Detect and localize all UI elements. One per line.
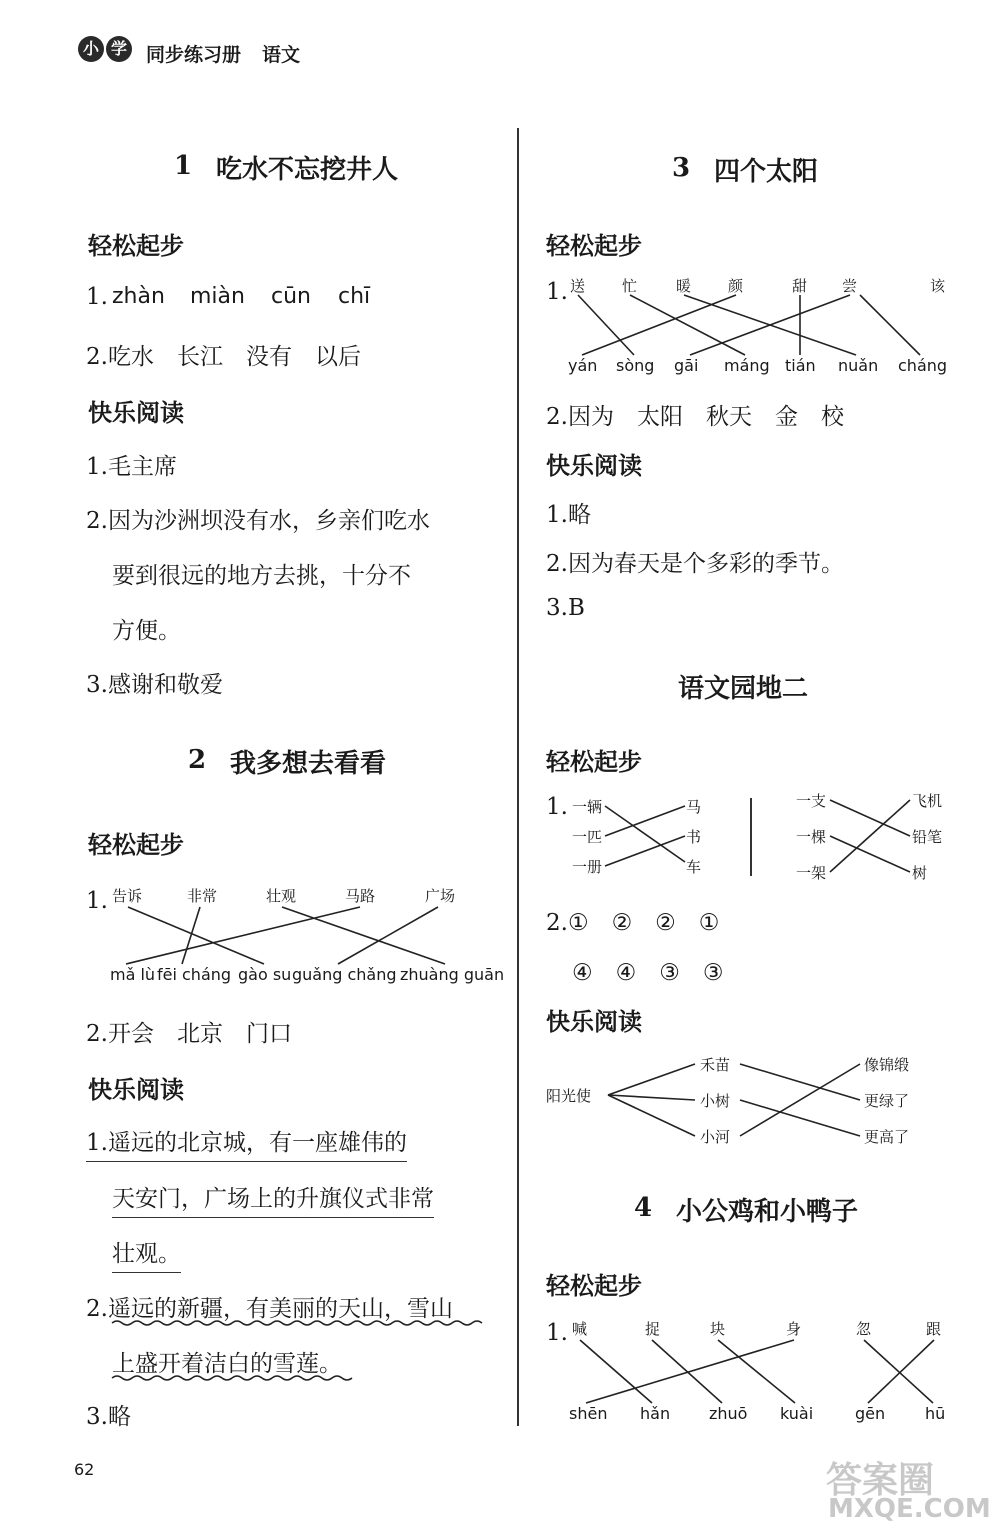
match-yizhi-qianbi bbox=[830, 800, 910, 836]
pinyin-cun: cūn bbox=[271, 284, 311, 309]
noun-feiji: 飞机 bbox=[912, 792, 943, 810]
match-yiliang-che bbox=[605, 806, 685, 862]
measure-yizhi: 一支 bbox=[796, 792, 827, 810]
noun-che: 车 bbox=[686, 858, 702, 876]
lesson2-q1-label: 1. bbox=[86, 888, 108, 914]
lesson3-q2: 2.因为 太阳 秋天 金 校 bbox=[546, 404, 844, 430]
branch-hemiao bbox=[608, 1064, 695, 1095]
lesson4-section-easy: 轻松起步 bbox=[546, 1272, 642, 1300]
lesson1-r1: 1.毛主席 bbox=[86, 454, 177, 480]
book-title: 同步练习册 bbox=[146, 44, 242, 66]
char-chang: 尝 bbox=[842, 277, 858, 295]
lesson1-section-reading: 快乐阅读 bbox=[88, 399, 184, 427]
word-zhuangguan: 壮观 bbox=[266, 887, 297, 905]
pinyin-chi: chī bbox=[338, 284, 371, 309]
lesson1-r3: 3.感谢和敬爱 bbox=[86, 672, 223, 698]
lesson2-r2-line1: 2.遥远的新疆，有美丽的天山，雪山 bbox=[86, 1296, 453, 1322]
pinyin-zhan: zhàn bbox=[112, 284, 165, 309]
pinyin-mian: miàn bbox=[190, 284, 245, 309]
match-gen bbox=[868, 1340, 934, 1403]
measure-yipi: 一匹 bbox=[572, 828, 603, 846]
pinyin-zhuangguan: zhuàng guān bbox=[400, 965, 505, 984]
phrase-genglvle: 更绿了 bbox=[864, 1092, 910, 1110]
char-gen: 跟 bbox=[926, 1320, 942, 1338]
pinyin-feichang: fēi cháng bbox=[157, 965, 232, 984]
lesson1-q2: 2.吃水 长江 没有 以后 bbox=[86, 344, 361, 370]
char-han: 喊 bbox=[572, 1320, 588, 1338]
wavy-underline-1 bbox=[112, 1321, 482, 1325]
lesson2-r1-line2: 天安门，广场上的升旗仪式非常 bbox=[112, 1180, 434, 1218]
match-yike-shu bbox=[830, 836, 910, 872]
char-kuai: 块 bbox=[710, 1320, 726, 1338]
measure-yiliang: 一辆 bbox=[572, 798, 603, 816]
lesson4-title: 小公鸡和小鸭子 bbox=[676, 1197, 859, 1227]
lesson1-q1-label: 1. bbox=[86, 284, 108, 310]
pinyin-chang: cháng bbox=[898, 356, 948, 375]
lesson1-r2-line2: 要到很远的地方去挑，十分不 bbox=[112, 563, 411, 589]
char-zhuo: 捉 bbox=[645, 1320, 661, 1338]
pinyin-gai: gāi bbox=[674, 356, 699, 375]
char-hu: 忽 bbox=[856, 1320, 872, 1338]
lesson3-r3: 3.B bbox=[546, 595, 585, 621]
char-tian: 甜 bbox=[792, 277, 808, 295]
match-hemiao-genglvle bbox=[740, 1064, 860, 1100]
lesson1-title: 吃水不忘挖井人 bbox=[216, 155, 399, 185]
lesson1-number: 1 bbox=[174, 151, 193, 181]
lesson3-section-easy: 轻松起步 bbox=[546, 232, 642, 260]
word-feichang: 非常 bbox=[187, 887, 218, 905]
match-yice-shu bbox=[605, 836, 685, 866]
watermark-logo: 答案圈 bbox=[826, 1460, 935, 1501]
lesson2-r1-line1: 1.遥远的北京城，有一座雄伟的 bbox=[86, 1124, 407, 1162]
logo-char-1: 小 bbox=[78, 36, 104, 62]
measure-yice: 一册 bbox=[572, 858, 603, 876]
noun-shu-book: 书 bbox=[686, 828, 702, 846]
phrase-yangguangshi: 阳光使 bbox=[546, 1087, 592, 1105]
phrase-xiaohe: 小河 bbox=[700, 1128, 731, 1146]
lesson1-r2-line3: 方便。 bbox=[112, 618, 181, 644]
lesson2-title: 我多想去看看 bbox=[230, 749, 387, 779]
pinyin-mang: máng bbox=[724, 356, 770, 375]
match-zhuangguan-zhuangguan bbox=[282, 907, 445, 964]
match-zhuo bbox=[652, 1340, 722, 1403]
char-nuan: 暖 bbox=[676, 277, 692, 295]
pinyin-hu: hū bbox=[925, 1404, 946, 1423]
char-yan: 颜 bbox=[728, 277, 744, 295]
pinyin-malu: mǎ lù bbox=[110, 965, 156, 984]
lesson3-r1: 1.略 bbox=[546, 502, 591, 528]
branch-xiaoshu bbox=[608, 1095, 695, 1100]
phrase-xiangjinduan: 像锦缎 bbox=[864, 1056, 910, 1074]
word-gaosu: 告诉 bbox=[112, 887, 143, 905]
phrase-hemiao: 禾苗 bbox=[700, 1056, 731, 1074]
pinyin-zhuo: zhuō bbox=[709, 1404, 748, 1423]
pinyin-shen: shēn bbox=[569, 1404, 608, 1423]
pinyin-song: sòng bbox=[616, 356, 655, 375]
pinyin-kuai: kuài bbox=[780, 1404, 814, 1423]
lesson1-r2-line1: 2.因为沙洲坝没有水，乡亲们吃水 bbox=[86, 508, 430, 534]
match-xiaoshu-genggaole bbox=[740, 1100, 860, 1136]
lesson2-section-easy: 轻松起步 bbox=[88, 831, 184, 859]
pinyin-nuan: nuǎn bbox=[838, 356, 879, 375]
lesson2-q2: 2.开会 北京 门口 bbox=[86, 1021, 292, 1047]
garden2-title: 语文园地二 bbox=[678, 674, 809, 704]
wavy-underline-2 bbox=[112, 1376, 352, 1380]
subject-label: 语文 bbox=[262, 44, 301, 66]
garden2-section-reading: 快乐阅读 bbox=[546, 1008, 642, 1036]
pinyin-gen: gēn bbox=[855, 1404, 886, 1423]
logo-char-2: 学 bbox=[106, 36, 132, 62]
match-mang bbox=[630, 295, 745, 355]
char-mang: 忙 bbox=[622, 277, 638, 295]
lesson3-number: 3 bbox=[672, 153, 691, 183]
pinyin-guangchang: guǎng chǎng bbox=[292, 965, 397, 984]
match-xiaohe-xiangjinduan bbox=[740, 1064, 860, 1136]
pinyin-han: hǎn bbox=[640, 1404, 671, 1423]
measure-yike: 一棵 bbox=[796, 828, 827, 846]
match-yipi-ma bbox=[605, 806, 685, 836]
garden2-q2-row2: ④ ④ ③ ③ bbox=[572, 960, 724, 986]
lesson2-number: 2 bbox=[188, 745, 207, 775]
lesson4-q1-label: 1. bbox=[546, 1320, 568, 1346]
char-gai: 该 bbox=[930, 277, 946, 295]
measure-yijia: 一架 bbox=[796, 864, 827, 882]
lesson3-r2: 2.因为春天是个多彩的季节。 bbox=[546, 551, 844, 577]
phrase-genggaole: 更高了 bbox=[864, 1128, 910, 1146]
garden2-q1-label: 1. bbox=[546, 794, 568, 820]
noun-ma: 马 bbox=[686, 798, 702, 816]
garden2-q2-row1: 2.① ② ② ① bbox=[546, 910, 720, 936]
pinyin-tian: tián bbox=[785, 356, 816, 375]
word-guangchang: 广场 bbox=[425, 887, 456, 905]
lesson3-section-reading: 快乐阅读 bbox=[546, 452, 642, 480]
match-yijia-feiji bbox=[830, 800, 910, 872]
lesson2-section-reading: 快乐阅读 bbox=[88, 1076, 184, 1104]
branch-xiaohe bbox=[608, 1095, 695, 1136]
phrase-xiaoshu: 小树 bbox=[700, 1092, 731, 1110]
char-song: 送 bbox=[570, 277, 586, 295]
lesson2-r3: 3.略 bbox=[86, 1404, 131, 1430]
pinyin-gaosu: gào su bbox=[238, 965, 292, 984]
noun-qianbi: 铅笔 bbox=[912, 828, 943, 846]
lesson2-r1-line3: 壮观。 bbox=[112, 1235, 181, 1273]
noun-shu-tree: 树 bbox=[912, 864, 928, 882]
garden2-section-easy: 轻松起步 bbox=[546, 748, 642, 776]
match-kuai bbox=[718, 1340, 795, 1403]
watermark-site: MXQE.COM bbox=[828, 1494, 991, 1524]
lesson4-number: 4 bbox=[634, 1193, 653, 1223]
match-gai bbox=[860, 295, 920, 355]
lesson2-r2-line2: 上盛开着洁白的雪莲。 bbox=[112, 1351, 342, 1377]
pinyin-yan: yán bbox=[568, 356, 598, 375]
page-number: 62 bbox=[74, 1460, 95, 1479]
char-shen: 身 bbox=[786, 1320, 802, 1338]
lesson3-q1-label: 1. bbox=[546, 279, 568, 305]
lesson3-title: 四个太阳 bbox=[714, 157, 819, 187]
match-hu bbox=[864, 1340, 933, 1403]
match-guangchang-guangchang bbox=[338, 907, 438, 964]
lesson1-section-easy: 轻松起步 bbox=[88, 232, 184, 260]
word-malu: 马路 bbox=[345, 887, 376, 905]
